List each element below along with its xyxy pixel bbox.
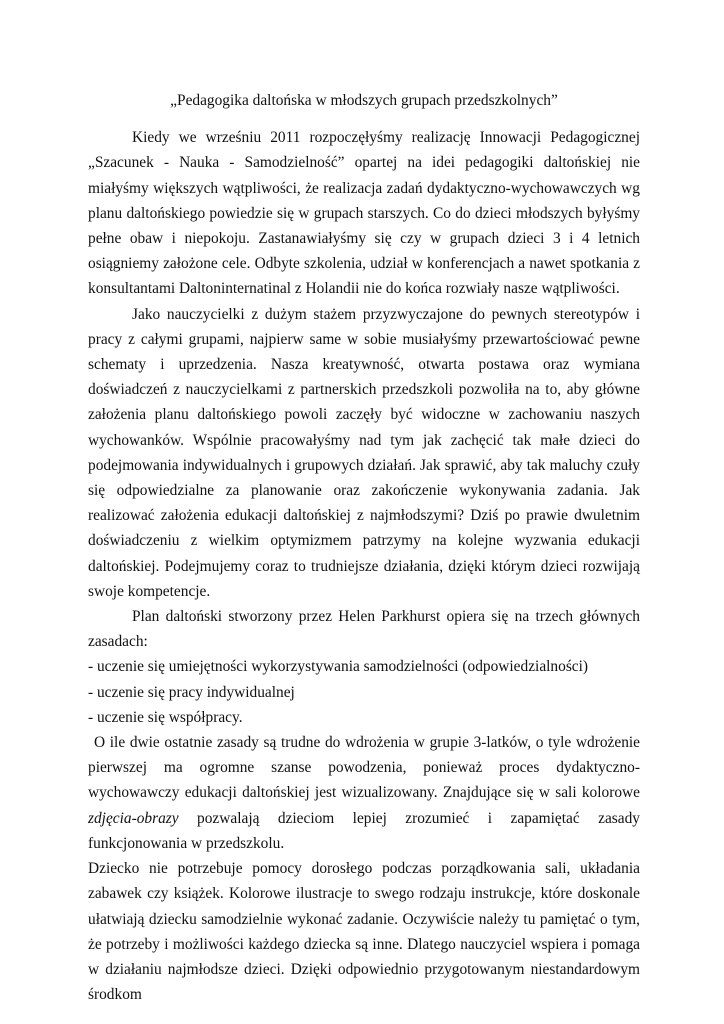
- paragraph-visualization: [88, 730, 640, 856]
- paragraph-experience: Jako nauczycielki z dużym stażem przyzwyczajone do pewnych stereotypów i pracy z całymi grupami, najpierw same w sobie musiałyśmy przewartościować pewne schematy i uprzedzenia. Nasza kreatywność, otwarta postawa oraz wymiana doświadczeń z nauczycielkami z partnerskich przedszkoli pozwoliła na to, aby główne założenia planu daltońskiego powoli zaczęły być widoczne w zachowaniu naszych wychowanków. Wspólnie pracowałyśmy nad tym jak zachęcić tak małe dzieci do podejmowania indywidualnych i grupowych działań. Jak sprawić, aby tak maluchy czuły się odpowiedzialne za planowanie oraz zakończenie wykonywania zadania. Jak realizować założenia edukacji daltońskiej z najmłodszymi? Dziś po prawie dwuletnim doświadczeniu z wielkim optymizmem patrzymy na kolejne wyzwania edukacji daltońskiej. Podejmujemy coraz to trudniejsze działania, dzięki którym dzieci rozwijają swoje kompetencje.: [88, 305, 640, 600]
- paragraph-dalton-plan: Plan daltoński stworzony przez Helen Parkhurst opiera się na trzech głównych zasadach:: [88, 608, 640, 651]
- list-item: - uczenie się umiejętności wykorzystywania samodzielności (odpowiedzialności): [88, 658, 589, 676]
- paragraph-visualization-emphasis: zdjęcia-obrazy: [88, 809, 179, 827]
- list-item: - uczenie się współpracy.: [88, 708, 243, 726]
- list-item: - uczenie się pracy indywidualnej: [88, 683, 295, 701]
- document-body: [88, 88, 640, 1007]
- document-title: „Pedagogika daltońska w młodszych grupach przedszkolnych”: [170, 92, 558, 109]
- paragraph-independence: Dziecko nie potrzebuje pomocy dorosłego podczas porządkowania sali, układania zabawek czy książek. Kolorowe ilustracje to swego rodzaju instrukcje, które doskonale ułatwiają dziecku samodzielnie wykonać zadanie. Oczywiście należy tu pamiętać o tym, że potrzeby i możliwości każdego dziecka są inne. Dlatego nauczyciel wspiera i pomaga w działaniu najmłodsze dzieci. Dzięki odpowiednio przygotowanym niestandardowym środkom: [88, 860, 640, 1004]
- paragraph-visualization-text-a: O ile dwie ostatnie zasady są trudne do wdrożenia w grupie 3-latków, o tyle wdrożenie pierwszej ma ogromne szanse powodzenia, ponieważ proces dydaktyczno-wychowawczy edukacji daltońskiej jest wizualizowany. Znajdujące się w sali kolorowe: [88, 734, 640, 802]
- paragraph-intro: Kiedy we wrześniu 2011 rozpoczęłyśmy realizację Innowacji Pedagogicznej „Szacunek - Nauka - Samodzielność” opartej na idei pedagogiki daltońskiej nie miałyśmy większych wątpliwości, że realizacja zadań dydaktyczno-wychowawczych wg planu daltońskiego powiedzie się w grupach starszych. Co do dzieci młodszych byłyśmy pełne obaw i niepokoju. Zastanawiałyśmy się czy w grupach dzieci 3 i 4 letnich osiągniemy założone cele. Odbyte szkolenia, udział w konferencjach a nawet spotkania z konsultantami Daltoninternatinal z Holandii nie do końca rozwiały nasze wątpliwości.: [88, 129, 640, 298]
- paragraph-visualization-text-b: pozwalają dzieciom lepiej zrozumieć i zapamiętać zasady funkcjonowania w przedszkolu.: [88, 809, 640, 852]
